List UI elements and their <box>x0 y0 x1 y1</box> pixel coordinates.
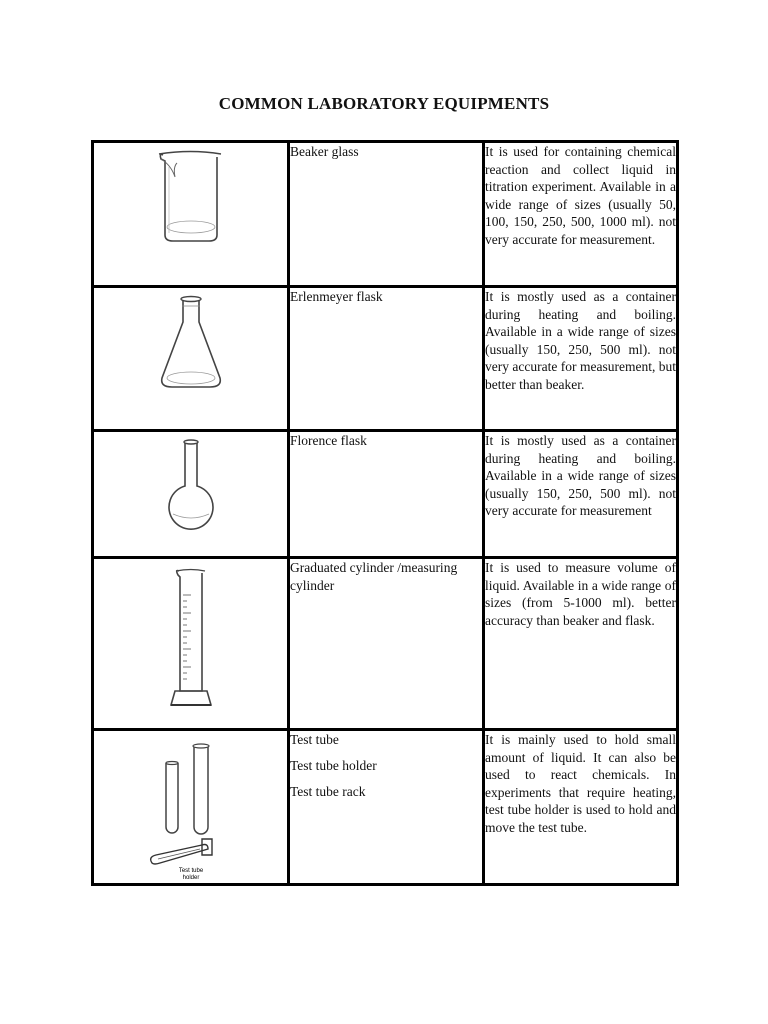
equipment-name: Test tube holder <box>290 758 377 773</box>
table-row <box>93 558 678 730</box>
equipment-description: It is used for containing chemical reaction and collect liquid in titration experiment. Available in a wide range of sizes (usually 50, 100, 150, 250, 500, 1000 ml). not very accurate for measurement. <box>484 142 678 287</box>
equipment-description: It is mainly used to hold small amount of liquid. It can also be used to react chemicals. In experiments that require heating, test tube holder is used to hold and move the test tube. <box>484 730 678 885</box>
equipment-name: Erlenmeyer flask <box>290 289 383 304</box>
equipment-name: Florence flask <box>290 433 367 448</box>
equipment-name: Beaker glass <box>290 144 359 159</box>
equipment-name-cell <box>289 730 484 885</box>
test-tube-holder-icon <box>150 839 211 864</box>
equipment-name: Graduated cylinder /measuring cylinder <box>290 560 458 593</box>
equipment-image-cell <box>93 431 289 558</box>
equipment-name-cell <box>289 142 484 287</box>
equipment-description: It is used to measure volume of liquid. Available in a wide range of sizes (from 5-1000 ml). better accuracy than beaker and flask. <box>484 558 678 730</box>
florence-flask-icon <box>161 436 221 536</box>
equipment-image-cell <box>93 558 289 730</box>
equipment-name: Test tube rack <box>290 784 366 799</box>
equipment-image-cell <box>93 287 289 431</box>
erlenmeyer-flask-icon <box>156 292 226 392</box>
equipment-table <box>91 140 679 886</box>
equipment-name-cell <box>289 558 484 730</box>
image-caption-line: Test tube <box>178 868 203 874</box>
page-title: COMMON LABORATORY EQUIPMENTS <box>218 94 550 113</box>
equipment-name-cell <box>289 287 484 431</box>
table-row <box>93 730 678 885</box>
equipment-description: It is mostly used as a container during heating and boiling. Available in a wide range of sizes (usually 150, 250, 500 ml). not very accurate for measurement, but better than beaker. <box>484 287 678 431</box>
beaker-icon <box>151 147 231 247</box>
equipment-name: Test tube <box>290 732 339 747</box>
table-row <box>93 431 678 558</box>
graduated-cylinder-icon <box>161 565 221 725</box>
image-caption-line: holder <box>182 875 199 880</box>
equipment-name-cell <box>289 431 484 558</box>
test-tube-icon <box>146 735 236 880</box>
equipment-description: It is mostly used as a container during heating and boiling. Available in a wide range of sizes (usually 150, 250, 500 ml). not very accurate for measurement <box>484 431 678 558</box>
table-row <box>93 287 678 431</box>
table-row <box>93 142 678 287</box>
equipment-image-cell <box>93 730 289 885</box>
equipment-image-cell <box>93 142 289 287</box>
